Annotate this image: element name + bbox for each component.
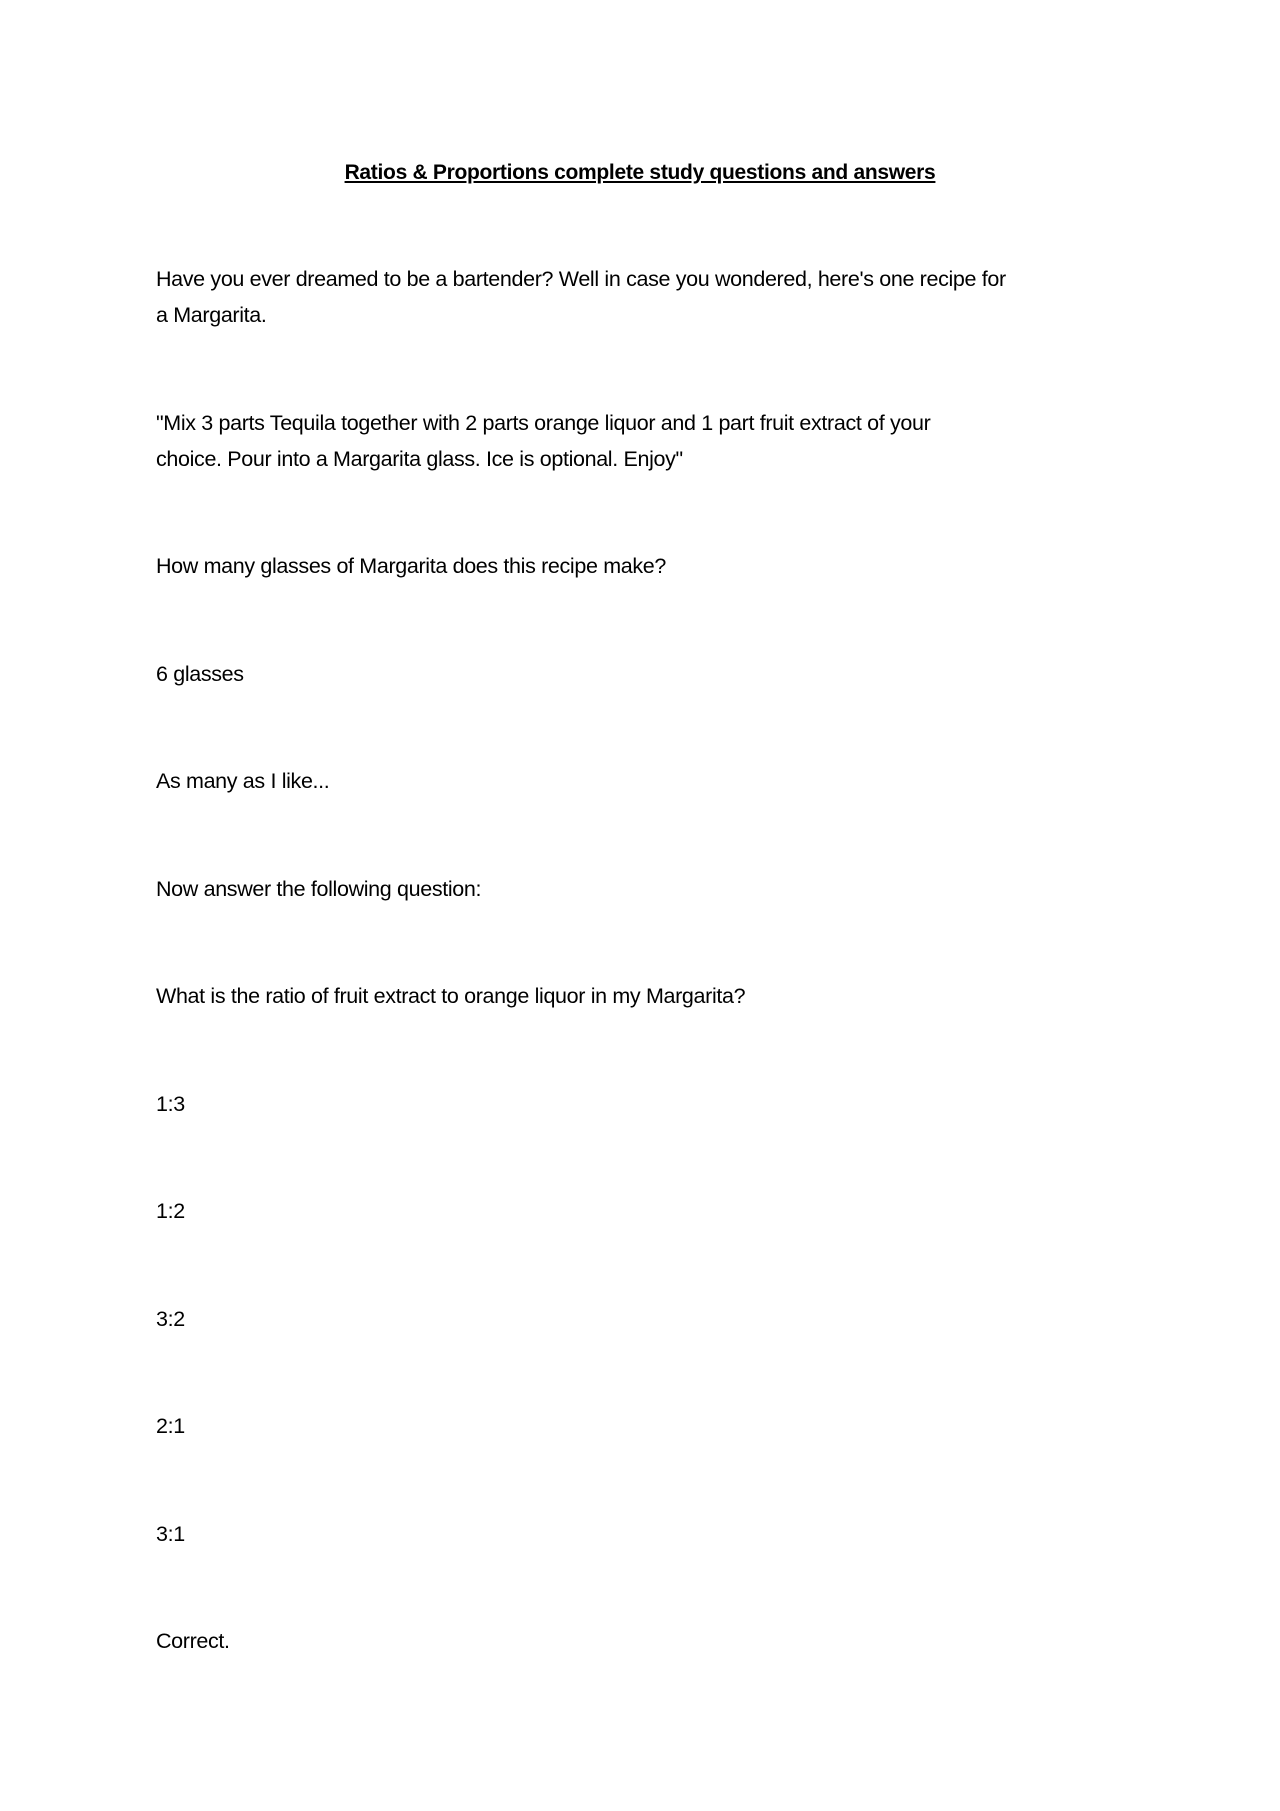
paragraph [156, 548, 1156, 584]
text-line: What is the ratio of fruit extract to orange liquor in my Margarita? [156, 984, 746, 1008]
paragraph [156, 1301, 1156, 1337]
text-line: choice. Pour into a Margarita glass. Ice is optional. Enjoy" [156, 446, 683, 471]
paragraph [156, 871, 1156, 907]
text-line: Now answer the following question: [156, 876, 482, 901]
text-line: 2:1 [156, 1414, 185, 1438]
text-line: 3:1 [156, 1521, 185, 1546]
text-line: "Mix 3 parts Tequila together with 2 parts orange liquor and 1 part fruit extract of your [156, 410, 931, 435]
paragraph [156, 1408, 1156, 1444]
paragraph [156, 1086, 1156, 1122]
paragraph [156, 656, 1156, 692]
text-line: 6 glasses [156, 661, 244, 686]
text-line: How many glasses of Margarita does this recipe make? [156, 554, 666, 578]
text-line: As many as I like... [156, 769, 330, 793]
paragraph [156, 1193, 1156, 1229]
text-line: 1:3 [156, 1091, 185, 1116]
paragraph [156, 1516, 1156, 1552]
document-body [156, 261, 1156, 1731]
document-title: Ratios & Proportions complete study questions and answers [344, 161, 936, 184]
paragraph [156, 1623, 1156, 1659]
text-line: 3:2 [156, 1306, 185, 1331]
text-line: Correct. [156, 1629, 230, 1653]
paragraph [156, 978, 1156, 1014]
paragraph [156, 405, 1156, 477]
text-line: Have you ever dreamed to be a bartender? Well in case you wondered, here's one recipe for [156, 267, 1006, 291]
paragraph [156, 763, 1156, 799]
text-line: a Margarita. [156, 303, 267, 327]
paragraph [156, 261, 1156, 333]
text-line: 1:2 [156, 1199, 185, 1223]
